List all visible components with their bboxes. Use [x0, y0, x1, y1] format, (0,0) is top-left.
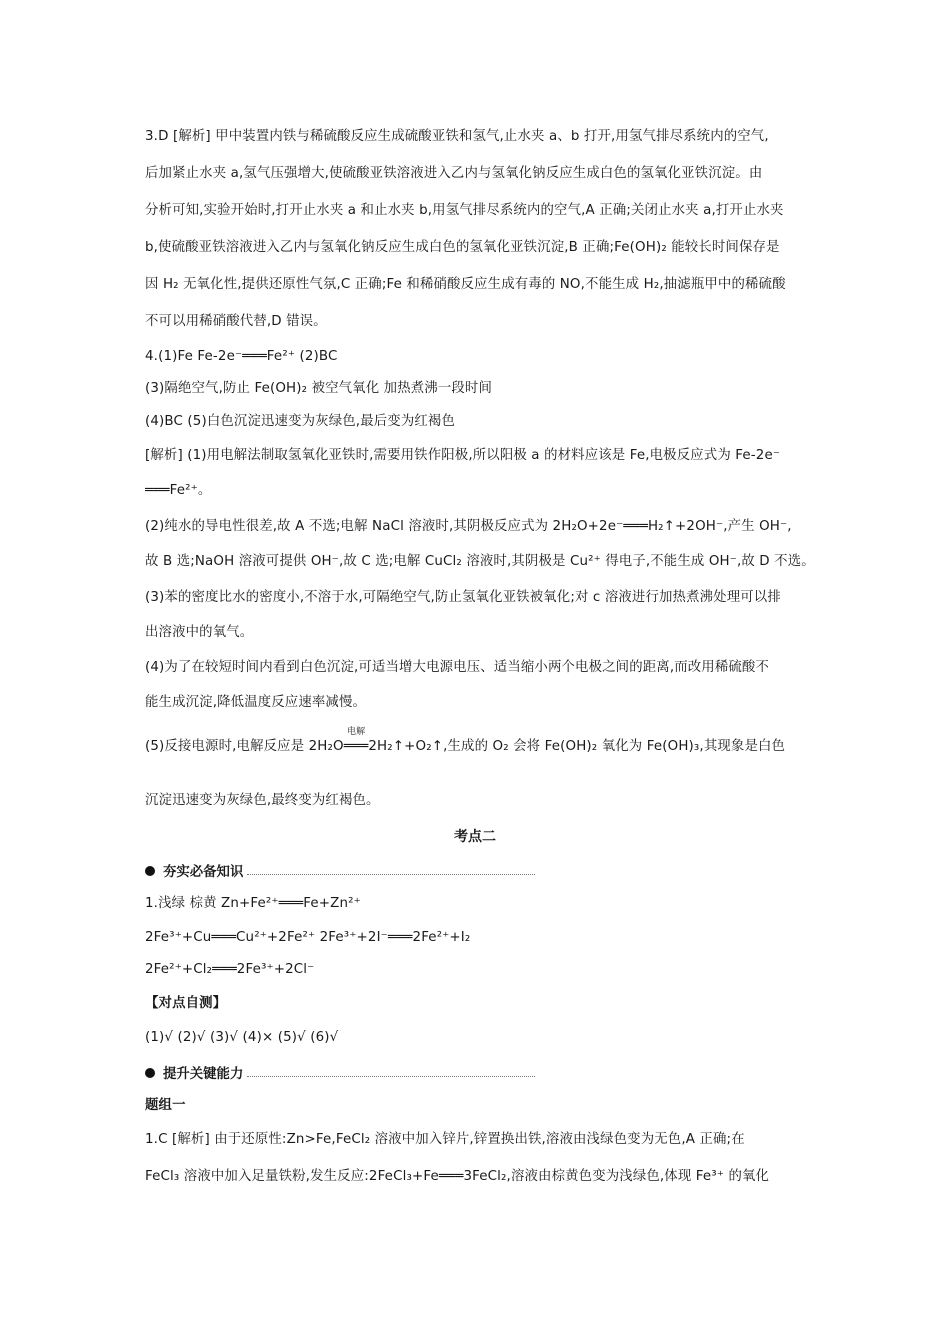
- text-line: 1.C [解析] 由于还原性:Zn>Fe,FeCl₂ 溶液中加入锌片,锌置换出铁,溶液由浅绿色变为无色,A 正确;在: [145, 1132, 745, 1147]
- text-line: (4)为了在较短时间内看到白色沉淀,可适当增大电源电压、适当缩小两个电极之间的距离,而改用稀硫酸不: [145, 660, 770, 675]
- section-label-text: 夯实必备知识: [163, 865, 244, 880]
- text-line: 题组一: [145, 1098, 186, 1113]
- text-line: (4)BC (5)白色沉淀迅速变为灰绿色,最后变为红褐色: [145, 414, 455, 429]
- text-line: FeCl₃ 溶液中加入足量铁粉,发生反应:2FeCl₃+Fe═══3FeCl₂,溶液由棕黄色变为浅绿色,体现 Fe³⁺ 的氧化: [145, 1169, 770, 1184]
- text-line: 沉淀迅速变为灰绿色,最终变为红褐色。: [145, 793, 380, 808]
- text-line: 3.D [解析] 甲中装置内铁与稀硫酸反应生成硫酸亚铁和氢气,止水夹 a、b 打开,用氢气排尽系统内的空气,: [145, 129, 769, 144]
- text-line: (2)纯水的导电性很差,故 A 不选;电解 NaCl 溶液时,其阴极反应式为 2H₂O+2e⁻═══H₂↑+2OH⁻,产生 OH⁻,: [145, 519, 792, 534]
- text-line: (3)苯的密度比水的密度小,不溶于水,可隔绝空气,防止氢氧化亚铁被氧化;对 c 溶液进行加热煮沸处理可以排: [145, 590, 781, 605]
- dotted-rule: [247, 1076, 535, 1077]
- bullet-dot-icon: [145, 1068, 155, 1078]
- text-line: 故 B 选;NaOH 溶液可提供 OH⁻,故 C 选;电解 CuCl₂ 溶液时,其阴极是 Cu²⁺ 得电子,不能生成 OH⁻,故 D 不选。: [145, 554, 815, 569]
- text-line: (1)√ (2)√ (3)√ (4)× (5)√ (6)√: [145, 1030, 339, 1045]
- text-line: 后加紧止水夹 a,氢气压强增大,使硫酸亚铁溶液进入乙内与氢氧化钠反应生成白色的氢氧化亚铁沉淀。由: [145, 166, 763, 181]
- text-line: [解析] (1)用电解法制取氢氧化亚铁时,需要用铁作阳极,所以阳极 a 的材料应该是 Fe,电极反应式为 Fe-2e⁻: [145, 448, 781, 463]
- section-label: [145, 861, 535, 880]
- text-line: 4.(1)Fe Fe-2e⁻═══Fe²⁺ (2)BC: [145, 349, 338, 364]
- text-line: 不可以用稀硝酸代替,D 错误。: [145, 314, 327, 329]
- text-line: (3)隔绝空气,防止 Fe(OH)₂ 被空气氧化 加热煮沸一段时间: [145, 381, 492, 396]
- text-line: b,使硫酸亚铁溶液进入乙内与氢氧化钠反应生成白色的氢氧化亚铁沉淀,B 正确;Fe(OH)₂ 能较长时间保存是: [145, 240, 780, 255]
- text-line: 2Fe³⁺+Cu═══Cu²⁺+2Fe²⁺ 2Fe³⁺+2I⁻═══2Fe²⁺+I₂: [145, 930, 471, 945]
- text-line: (5)反接电源时,电解反应是 2H₂O═══2H₂↑+O₂↑,生成的 O₂ 会将 Fe(OH)₂ 氧化为 Fe(OH)₃,其现象是白色: [145, 739, 786, 754]
- bullet-dot-icon: [145, 866, 155, 876]
- text-line: 分析可知,实验开始时,打开止水夹 a 和止水夹 b,用氢气排尽系统内的空气,A 正确;关闭止水夹 a,打开止水夹: [145, 203, 784, 218]
- text-line: 能生成沉淀,降低温度反应速率减慢。: [145, 695, 367, 710]
- text-line: 【对点自测】: [145, 996, 227, 1011]
- section-heading: 考点二: [454, 829, 496, 845]
- section-label: [145, 1063, 535, 1082]
- text-line: ═══Fe²⁺。: [145, 483, 212, 498]
- dotted-rule: [247, 874, 535, 875]
- equation-condition: 电解: [347, 727, 366, 737]
- text-line: 2Fe²⁺+Cl₂═══2Fe³⁺+2Cl⁻: [145, 962, 315, 977]
- text-line: 因 H₂ 无氧化性,提供还原性气氛,C 正确;Fe 和稀硝酸反应生成有毒的 NO,不能生成 H₂,抽滤瓶甲中的稀硫酸: [145, 277, 786, 292]
- section-label-text: 提升关键能力: [163, 1067, 244, 1082]
- text-line: 1.浅绿 棕黄 Zn+Fe²⁺═══Fe+Zn²⁺: [145, 896, 361, 911]
- text-line: 出溶液中的氧气。: [145, 625, 254, 640]
